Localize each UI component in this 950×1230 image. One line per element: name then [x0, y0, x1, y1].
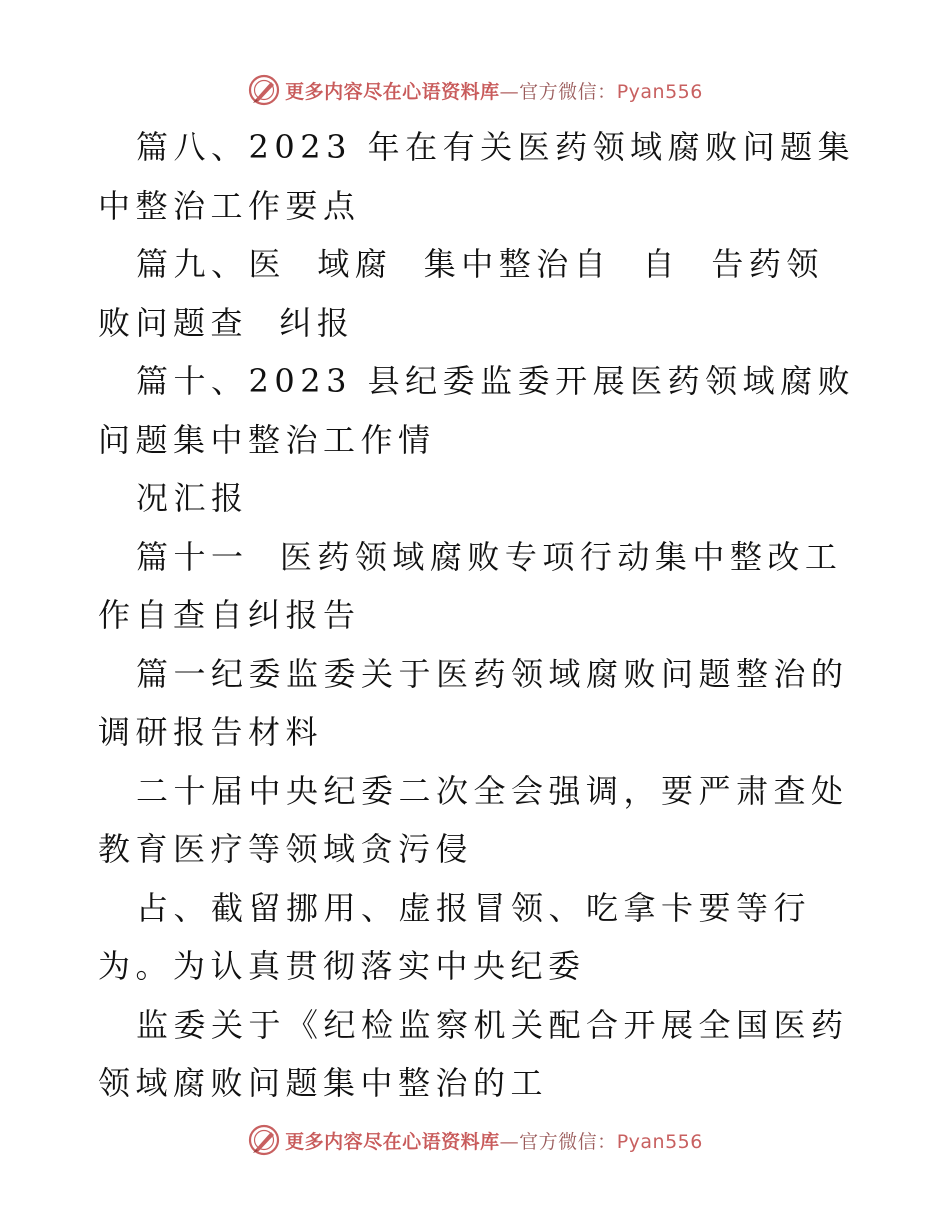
watermark-main-text: 更多内容尽在心语资料库 — [285, 1130, 500, 1153]
watermark-wechat-id: Pyan556 — [616, 1130, 703, 1153]
watermark-main-text: 更多内容尽在心语资料库 — [285, 80, 500, 103]
paragraph-body-2: 占、截留挪用、虚报冒领、吃拿卡要等行为。为认真贯彻落实中央纪委 — [98, 888, 812, 985]
paragraph-article-title: 篇一纪委监委关于医药领域腐败问题整治的调研报告材料 — [98, 654, 849, 751]
watermark-separator: — — [499, 80, 520, 103]
quill-seal-icon — [247, 1123, 281, 1157]
watermark-wechat-label: 官方微信： — [519, 1130, 617, 1153]
paragraph-body-3: 监委关于《纪检监察机关配合开展全国医药领域腐败问题集中整治的工 — [98, 1005, 849, 1102]
watermark-wechat-id: Pyan556 — [616, 80, 703, 103]
header-watermark — [0, 70, 950, 110]
paragraph-toc-10-cont: 况汇报 — [136, 479, 249, 517]
watermark-text — [285, 1127, 703, 1154]
watermark-text — [285, 77, 703, 104]
paragraph-toc-10: 篇十、2023 县纪委监委开展医药领域腐败问题集中整治工作情 — [98, 362, 856, 459]
paragraph-toc-9: 篇九、医 域腐 集中整治自 自 告药领 败问题查 纠报 — [98, 245, 856, 342]
footer-watermark — [0, 1120, 950, 1160]
quill-seal-icon — [247, 73, 281, 107]
watermark-separator: — — [499, 1130, 520, 1153]
paragraph-toc-11: 篇十一 医药领域腐败专项行动集中整改工作自查自纠报告 — [98, 537, 843, 634]
paragraph-body-1: 二十届中央纪委二次全会强调，要严肃查处教育医疗等领域贪污侵 — [98, 771, 849, 868]
watermark-wechat-label: 官方微信： — [519, 80, 617, 103]
document-body — [98, 118, 858, 1113]
paragraph-toc-8: 篇八、2023 年在有关医药领域腐败问题集中整治工作要点 — [98, 128, 856, 225]
